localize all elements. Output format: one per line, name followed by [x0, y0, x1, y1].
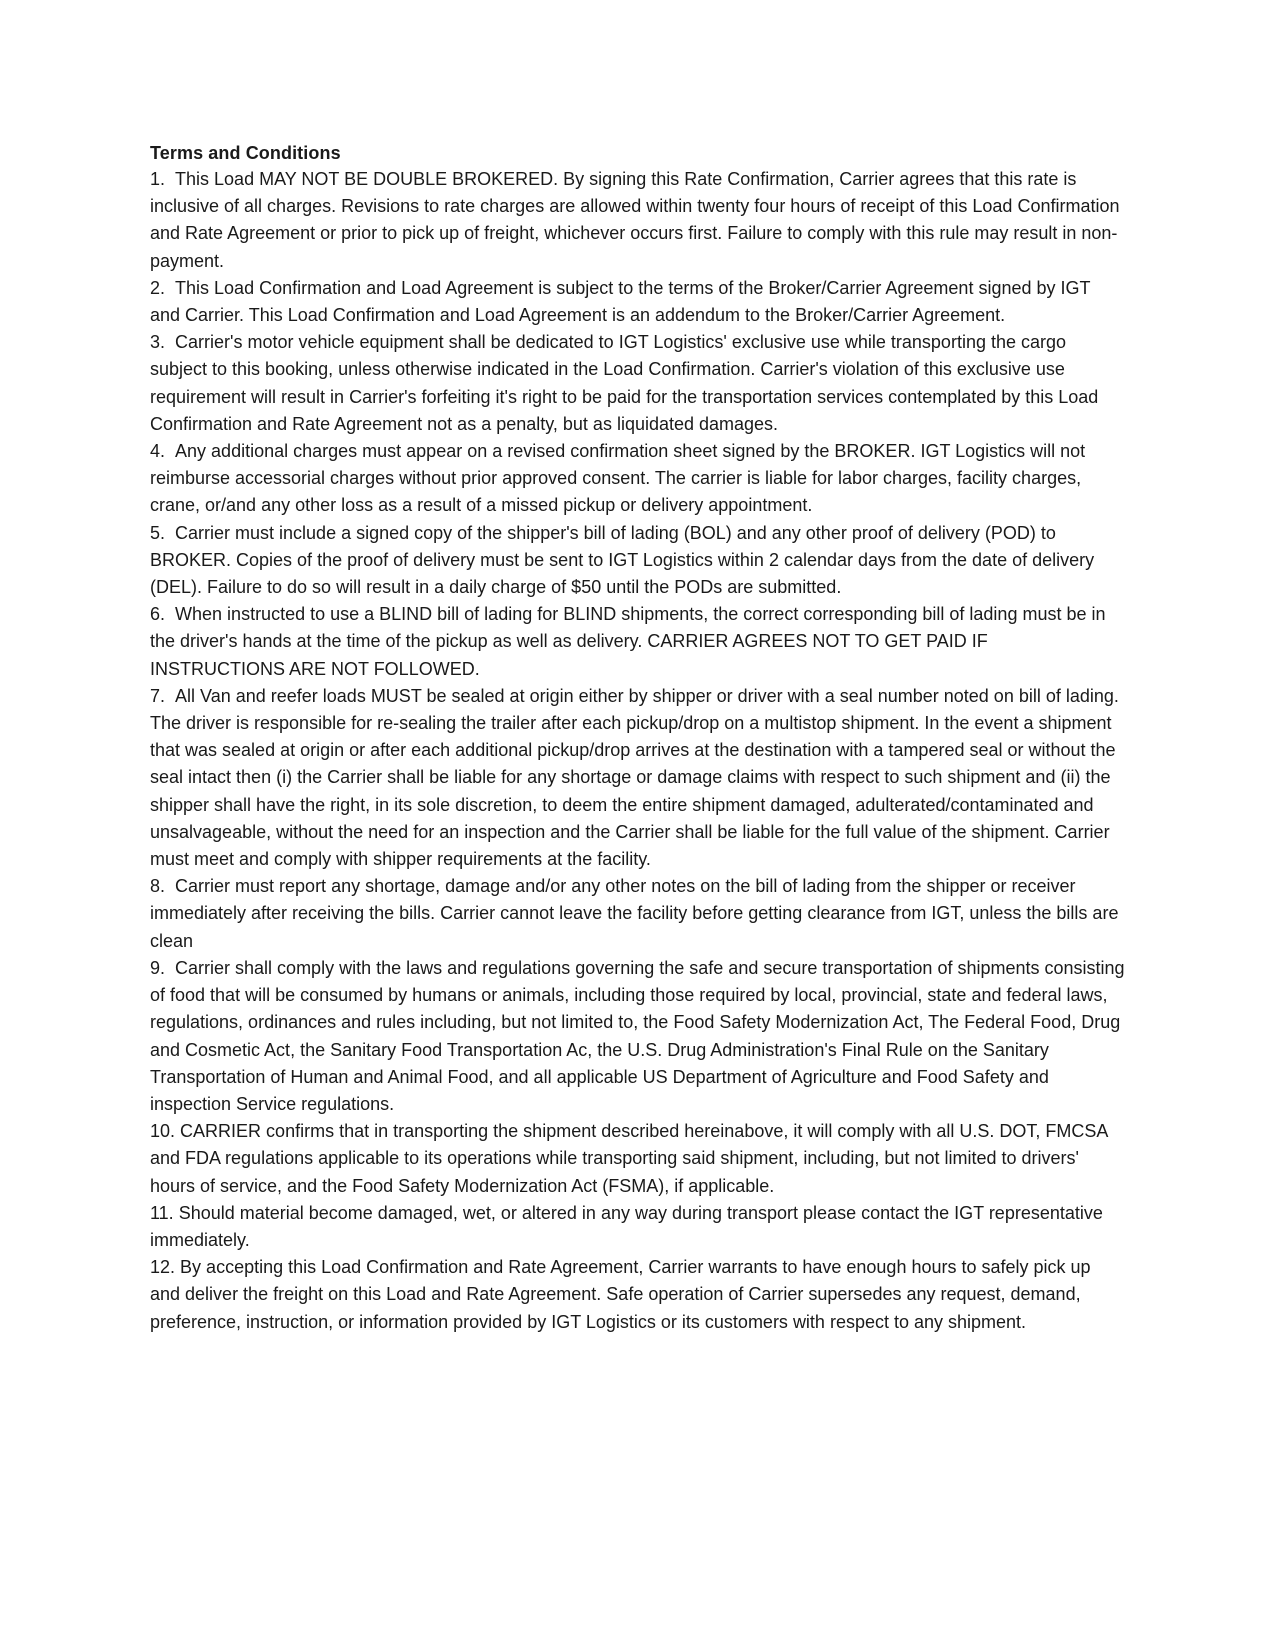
- term-text: CARRIER confirms that in transporting the shipment described hereinabove, it will comply with all U.S. DOT, FMCSA and FDA regulations applicable to its operations while transporting said shipment, including, but not limited to drivers' hours of service, and the Food Safety Modernization Act (FSMA), if applicable.: [150, 1121, 1108, 1196]
- term-number: 2.: [150, 277, 166, 298]
- term-item: [150, 329, 1125, 438]
- term-text: All Van and reefer loads MUST be sealed at origin either by shipper or driver with a seal number noted on bill of lading. The driver is responsible for re-sealing the trailer after each pickup/drop on a multistop shipment. In the event a shipment that was sealed at origin or after each additional pickup/drop arrives at the destination with a tampered seal or without the seal intact then (i) the Carrier shall be liable for any shortage or damage claims with respect to such shipment and (ii) the shipper shall have the right, in its sole discretion, to deem the entire shipment damaged, adulterated/contaminated and unsalvageable, without the need for an inspection and the Carrier shall be liable for the full value of the shipment. Carrier must meet and comply with shipper requirements at the facility.: [150, 685, 1119, 870]
- term-text: When instructed to use a BLIND bill of lading for BLIND shipments, the correct corresponding bill of lading must be in the driver's hands at the time of the pickup as well as delivery. CARRIER AGREES NOT TO GET PAID IF INSTRUCTIONS ARE NOT FOLLOWED.: [150, 604, 1106, 679]
- term-item: [150, 1118, 1125, 1200]
- term-number: 5.: [150, 522, 166, 543]
- term-text: This Load Confirmation and Load Agreement is subject to the terms of the Broker/Carrier Agreement signed by IGT and Carrier. This Load Confirmation and Load Agreement is an addendum to the Broker/Carrier Agreement.: [150, 277, 1091, 326]
- term-number: 11.: [150, 1202, 174, 1223]
- term-number: 10.: [150, 1121, 176, 1142]
- term-number: 3.: [150, 332, 166, 353]
- term-item: [150, 520, 1125, 602]
- term-item: [150, 955, 1125, 1118]
- term-text: By accepting this Load Confirmation and Rate Agreement, Carrier warrants to have enough hours to safely pick up and deliver the freight on this Load and Rate Agreement. Safe operation of Carrier supersedes any request, demand, preference, instruction, or information provided by IGT Logistics or its customers with respect to any shipment.: [150, 1257, 1091, 1332]
- term-text: Carrier's motor vehicle equipment shall be dedicated to IGT Logistics' exclusive use while transporting the cargo subject to this booking, unless otherwise indicated in the Load Confirmation. Carrier's violation of this exclusive use requirement will result in Carrier's forfeiting it's right to be paid for the transportation services contemplated by this Load Confirmation and Rate Agreement not as a penalty, but as liquidated damages.: [150, 332, 1099, 434]
- document-page: [150, 141, 1125, 1336]
- term-number: 6.: [150, 604, 166, 625]
- term-item: [150, 438, 1125, 520]
- terms-list: [150, 166, 1125, 1336]
- term-text: This Load MAY NOT BE DOUBLE BROKERED. By signing this Rate Confirmation, Carrier agrees that this rate is inclusive of all charges. Revisions to rate charges are allowed within twenty four hours of receipt of this Load Confirmation and Rate Agreement or prior to pick up of freight, whichever occurs first. Failure to comply with this rule may result in non-payment.: [150, 169, 1120, 271]
- term-item: [150, 166, 1125, 275]
- term-number: 1.: [150, 169, 166, 189]
- term-item: [150, 275, 1125, 329]
- term-text: Any additional charges must appear on a revised confirmation sheet signed by the BROKER. IGT Logistics will not reimburse accessorial charges without prior approved consent. The carrier is liable for labor charges, facility charges, crane, or/and any other loss as a result of a missed pickup or delivery appointment.: [150, 441, 1086, 516]
- term-number: 4.: [150, 441, 166, 462]
- term-item: [150, 683, 1125, 873]
- term-text: Carrier shall comply with the laws and regulations governing the safe and secure transportation of shipments consisting of food that will be consumed by humans or animals, including those required by local, provincial, state and federal laws, regulations, ordinances and rules including, but not limited to, the Food Safety Modernization Act, The Federal Food, Drug and Cosmetic Act, the Sanitary Food Transportation Ac, the U.S. Drug Administration's Final Rule on the Sanitary Transportation of Human and Animal Food, and all applicable US Department of Agriculture and Food Safety and inspection Service regulations.: [150, 957, 1125, 1114]
- term-number: 9.: [150, 957, 166, 978]
- term-item: [150, 1254, 1125, 1336]
- section-title: Terms and Conditions: [150, 143, 341, 163]
- term-item: [150, 601, 1125, 683]
- term-number: 7.: [150, 685, 166, 706]
- term-text: Carrier must report any shortage, damage and/or any other notes on the bill of lading from the shipper or receiver immediately after receiving the bills. Carrier cannot leave the facility before getting clearance from IGT, unless the bills are clean: [150, 876, 1119, 951]
- term-number: 8.: [150, 876, 166, 897]
- term-item: [150, 873, 1125, 955]
- term-text: Carrier must include a signed copy of the shipper's bill of lading (BOL) and any other proof of delivery (POD) to BROKER. Copies of the proof of delivery must be sent to IGT Logistics within 2 calendar days from the date of delivery (DEL). Failure to do so will result in a daily charge of $50 until the PODs are submitted.: [150, 522, 1095, 598]
- term-text: Should material become damaged, wet, or altered in any way during transport please contact the IGT representative immediately.: [150, 1202, 1103, 1250]
- term-number: 12.: [150, 1257, 176, 1278]
- term-item: [150, 1200, 1125, 1254]
